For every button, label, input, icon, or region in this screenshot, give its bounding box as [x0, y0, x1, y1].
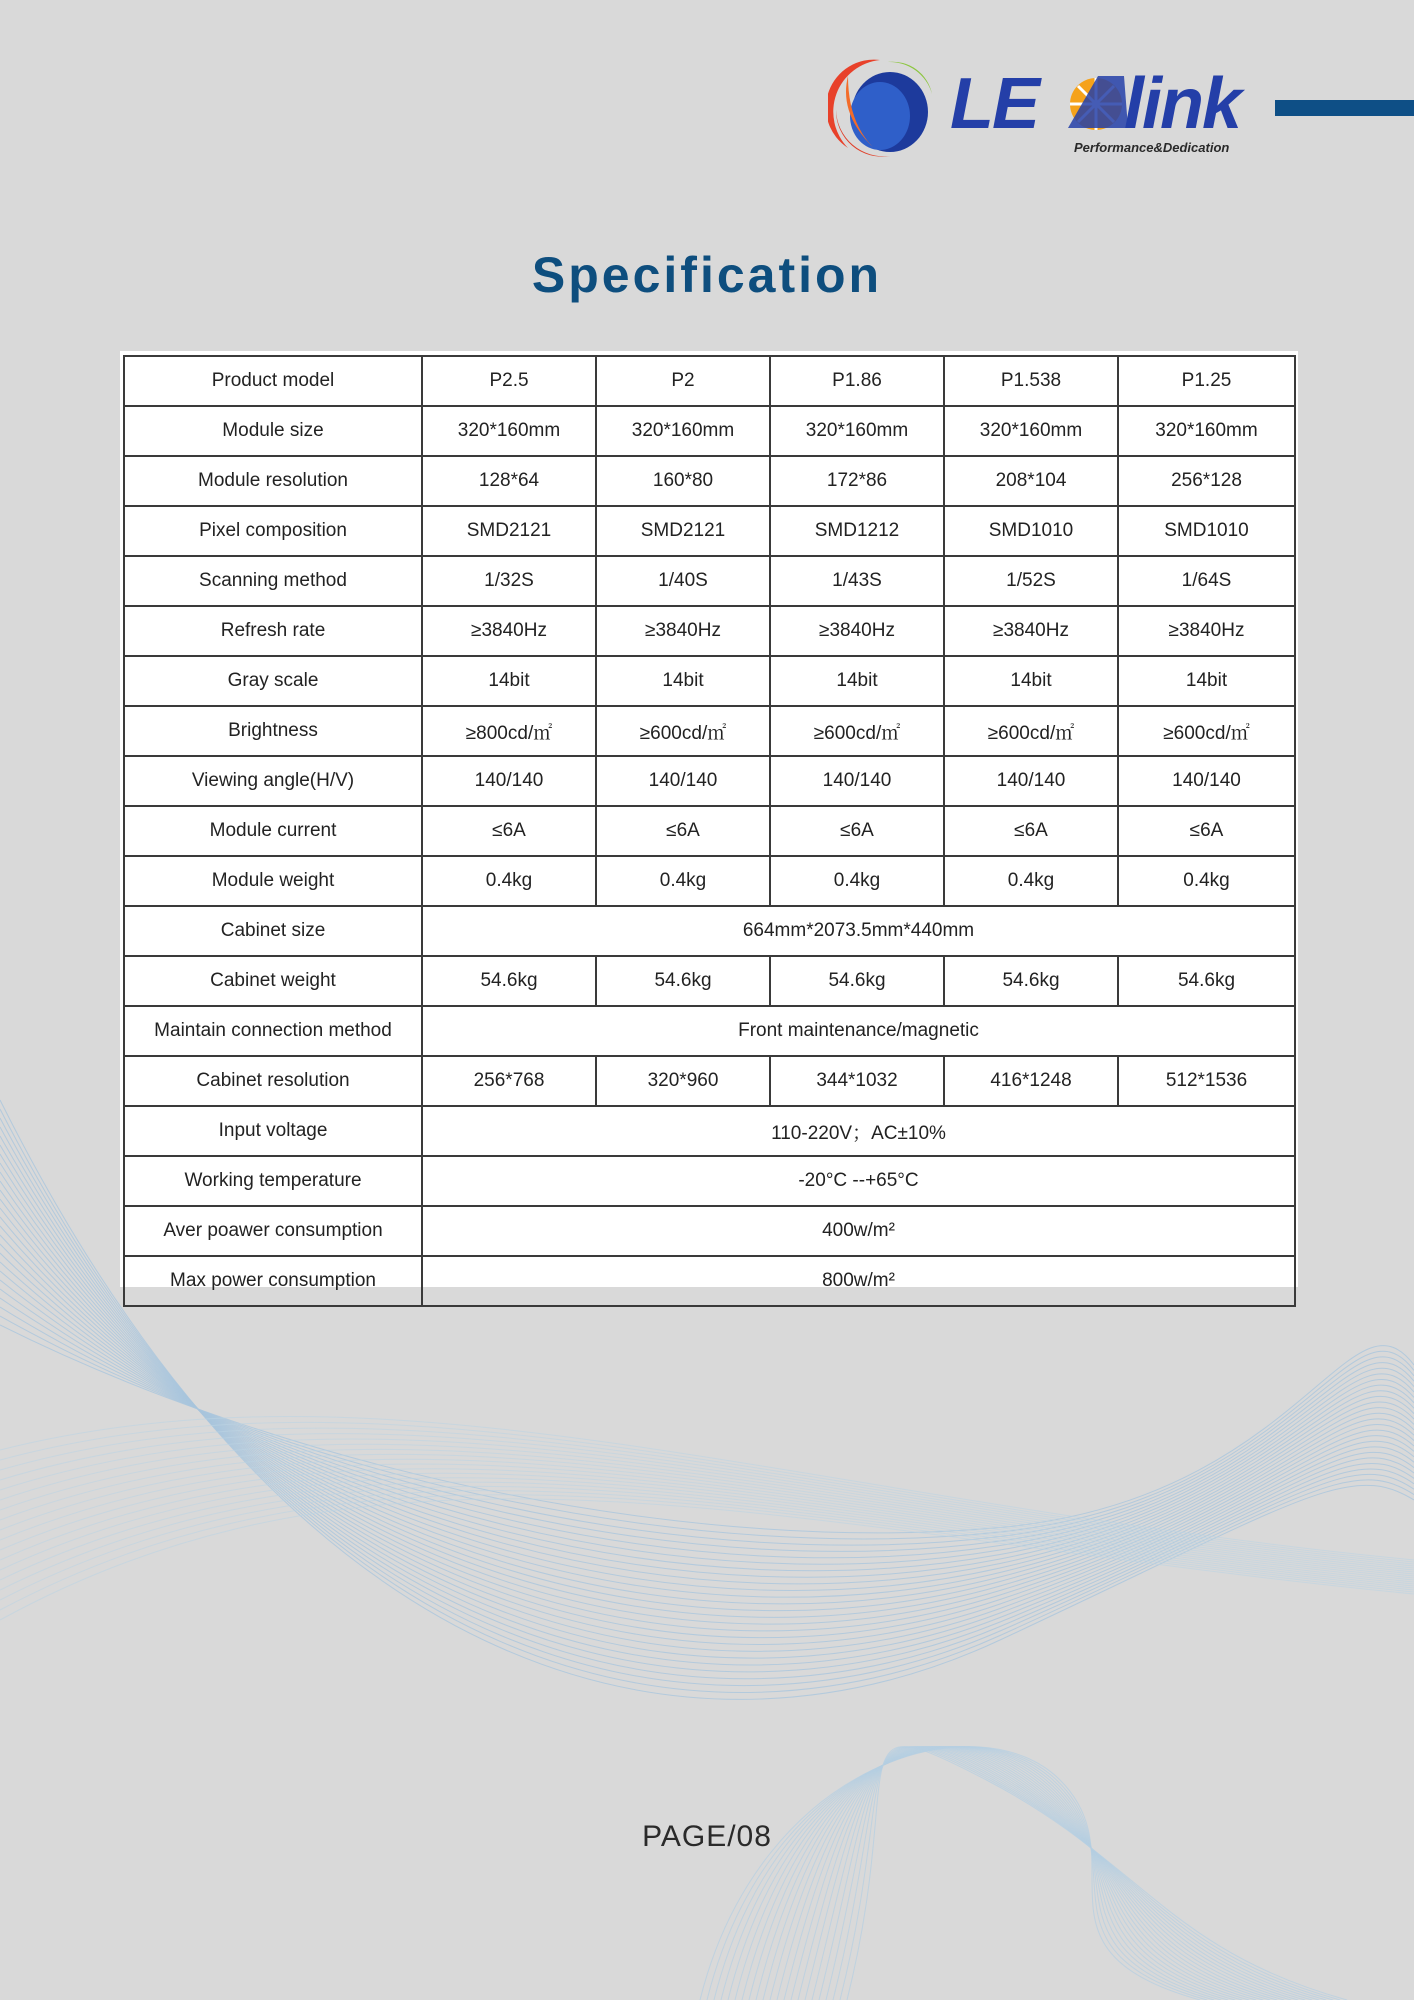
row-label: Maintain connection method	[124, 1006, 422, 1056]
value-cell: ≤6A	[944, 806, 1118, 856]
table-row	[124, 456, 1295, 506]
value-cell: 14bit	[944, 656, 1118, 706]
value-cell: 172*86	[770, 456, 944, 506]
value-cell: ≥600cd/㎡	[944, 706, 1118, 756]
table-row	[124, 606, 1295, 656]
value-cell: ≤6A	[422, 806, 596, 856]
value-cell: ≥3840Hz	[422, 606, 596, 656]
value-cell: 14bit	[1118, 656, 1295, 706]
merged-value-cell: 110-220V；AC±10%	[422, 1106, 1295, 1156]
svg-text:LE: LE	[950, 64, 1039, 144]
value-cell: 140/140	[770, 756, 944, 806]
value-cell: ≥3840Hz	[944, 606, 1118, 656]
value-cell: 140/140	[422, 756, 596, 806]
value-cell: SMD1212	[770, 506, 944, 556]
spec-table-frame	[120, 351, 1298, 1291]
table-row	[124, 1056, 1295, 1106]
table-row	[124, 1106, 1295, 1156]
page-number: PAGE/08	[642, 1820, 772, 1853]
row-label: Viewing angle(H/V)	[124, 756, 422, 806]
table-row	[124, 906, 1295, 956]
row-label: Product model	[124, 356, 422, 406]
table-row-product-model	[124, 356, 1295, 406]
table-row	[124, 706, 1295, 756]
table-row	[124, 856, 1295, 906]
page-title: Specification	[531, 247, 883, 303]
table-row	[124, 406, 1295, 456]
value-cell: 140/140	[944, 756, 1118, 806]
row-label: Module current	[124, 806, 422, 856]
table-row	[124, 656, 1295, 706]
value-cell: 0.4kg	[1118, 856, 1295, 906]
value-cell: 54.6kg	[770, 956, 944, 1006]
value-cell: 0.4kg	[770, 856, 944, 906]
row-label: Cabinet weight	[124, 956, 422, 1006]
value-cell: 1/32S	[422, 556, 596, 606]
value-cell: 1/40S	[596, 556, 770, 606]
spec-table	[123, 355, 1296, 1307]
value-cell: 320*160mm	[770, 406, 944, 456]
value-cell: 0.4kg	[944, 856, 1118, 906]
ledlink-logo	[828, 56, 1268, 160]
value-cell: ≥600cd/㎡	[1118, 706, 1295, 756]
value-cell: 416*1248	[944, 1056, 1118, 1106]
value-cell: ≤6A	[1118, 806, 1295, 856]
value-cell: 320*160mm	[944, 406, 1118, 456]
table-row	[124, 506, 1295, 556]
row-label: Module weight	[124, 856, 422, 906]
table-row	[124, 956, 1295, 1006]
table-row	[124, 756, 1295, 806]
value-cell: 0.4kg	[596, 856, 770, 906]
value-cell: 344*1032	[770, 1056, 944, 1106]
value-cell: SMD1010	[944, 506, 1118, 556]
svg-text:link: link	[1124, 64, 1241, 144]
value-cell: 54.6kg	[1118, 956, 1295, 1006]
value-cell: 128*64	[422, 456, 596, 506]
value-cell: ≥3840Hz	[1118, 606, 1295, 656]
value-cell: 208*104	[944, 456, 1118, 506]
row-label: Module resolution	[124, 456, 422, 506]
value-cell: 54.6kg	[596, 956, 770, 1006]
value-cell: 14bit	[596, 656, 770, 706]
model-header-cell: P1.25	[1118, 356, 1295, 406]
value-cell: SMD1010	[1118, 506, 1295, 556]
value-cell: SMD2121	[596, 506, 770, 556]
value-cell: ≤6A	[770, 806, 944, 856]
value-cell: ≥3840Hz	[770, 606, 944, 656]
row-label: Module size	[124, 406, 422, 456]
table-row	[124, 1206, 1295, 1256]
value-cell: 54.6kg	[944, 956, 1118, 1006]
value-cell: 0.4kg	[422, 856, 596, 906]
sun-icon	[1068, 76, 1128, 130]
table-row	[124, 1006, 1295, 1056]
row-label: Input voltage	[124, 1106, 422, 1156]
model-header-cell: P1.538	[944, 356, 1118, 406]
value-cell: SMD2121	[422, 506, 596, 556]
row-label: Refresh rate	[124, 606, 422, 656]
value-cell: 1/64S	[1118, 556, 1295, 606]
svg-text:Performance&Dedication: Performance&Dedication	[1074, 140, 1230, 155]
table-row	[124, 1256, 1295, 1306]
merged-value-cell: 664mm*2073.5mm*440mm	[422, 906, 1295, 956]
value-cell: ≥3840Hz	[596, 606, 770, 656]
logo-emblem-icon	[828, 60, 932, 157]
value-cell: 140/140	[596, 756, 770, 806]
row-label: Pixel composition	[124, 506, 422, 556]
merged-value-cell: -20°C --+65°C	[422, 1156, 1295, 1206]
value-cell: ≤6A	[596, 806, 770, 856]
row-label: Aver poawer consumption	[124, 1206, 422, 1256]
value-cell: 14bit	[422, 656, 596, 706]
value-cell: 320*160mm	[596, 406, 770, 456]
value-cell: 256*128	[1118, 456, 1295, 506]
row-label: Max power consumption	[124, 1256, 422, 1306]
value-cell: 256*768	[422, 1056, 596, 1106]
row-label: Working temperature	[124, 1156, 422, 1206]
value-cell: ≥600cd/㎡	[596, 706, 770, 756]
model-header-cell: P2.5	[422, 356, 596, 406]
value-cell: 140/140	[1118, 756, 1295, 806]
model-header-cell: P1.86	[770, 356, 944, 406]
table-row	[124, 806, 1295, 856]
value-cell: 54.6kg	[422, 956, 596, 1006]
value-cell: ≥600cd/㎡	[770, 706, 944, 756]
value-cell: 1/43S	[770, 556, 944, 606]
table-row	[124, 556, 1295, 606]
model-header-cell: P2	[596, 356, 770, 406]
value-cell: 14bit	[770, 656, 944, 706]
row-label: Brightness	[124, 706, 422, 756]
row-label: Gray scale	[124, 656, 422, 706]
row-label: Cabinet resolution	[124, 1056, 422, 1106]
value-cell: ≥800cd/㎡	[422, 706, 596, 756]
merged-value-cell: Front maintenance/magnetic	[422, 1006, 1295, 1056]
merged-value-cell: 400w/m²	[422, 1206, 1295, 1256]
value-cell: 320*160mm	[1118, 406, 1295, 456]
row-label: Cabinet size	[124, 906, 422, 956]
value-cell: 320*960	[596, 1056, 770, 1106]
value-cell: 1/52S	[944, 556, 1118, 606]
value-cell: 512*1536	[1118, 1056, 1295, 1106]
value-cell: 320*160mm	[422, 406, 596, 456]
value-cell: 160*80	[596, 456, 770, 506]
header-accent-bar	[1275, 100, 1414, 116]
table-row	[124, 1156, 1295, 1206]
merged-value-cell: 800w/m²	[422, 1256, 1295, 1306]
row-label: Scanning method	[124, 556, 422, 606]
